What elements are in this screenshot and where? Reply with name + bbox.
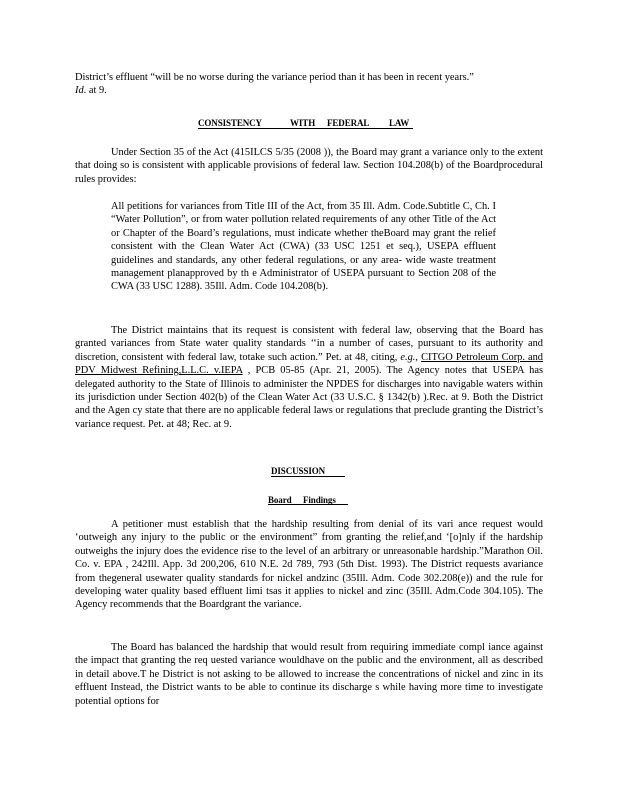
heading-consistency-word3: FEDERAL [327,118,370,128]
heading-board-findings-word2: Findings [303,495,336,505]
heading-consistency-underline [198,128,413,129]
heading-discussion-underline [271,476,345,477]
block-quote-104-208: All petitions for variances from Title III of the Act, from 35 Ill. Adm. Code.Subtitle C, Ch. I “Water Pollution”, or from water pollution related requirements of any other Title of the Act or Chapter of the Board’s regulations, must indicate whether theBoard may grant the relief consistent with the Clean Water Act (CWA) (33 USC 1251 et seq.), USEPA effluent guidelines and standards, any other federal regulations, or any area- wide waste treatment management planapproved by th e Administrator of USEPA pursuant to Section 208 of the CWA (33 USC 1288). 35Ill. Adm. Code 104.208(b). [111,201,496,293]
heading-consistency-word4: LAW [389,118,410,128]
intro-line: District’s effluent “will be no worse during the variance period than it has been in recent years.” [75,72,474,83]
paragraph-district-maintains: The District maintains that its request is consistent with federal law, observing that the Board has granted variances from State water quality standards ‘‘in a number of cases, pursuant to its authority and discretion, consistent with federal law, totake such action.” Pet. at 48, citing, e.g., CITGO Petroleum Corp. and PDV Midwest Refining,L.L.C. v.IEPA , PCB 05-85 (Apr. 21, 2005). The Agency notes that USEPA has delegated authority to the State of Illinois to administer the NPDES for discharges into navigable waters within its jurisdiction under Section 402(b) of the Clean Water Act (33 U.S.C. § 1342(b) ).Rec. at 9. Both the District and the Agen cy state that there are no applicable federal laws or regulations that preclude granting the District’s variance request. Pet. at 48; Rec. at 9. [75,325,543,430]
heading-board-findings-underline [268,504,348,505]
paragraph-board-balanced: The Board has balanced the hardship that would result from requiring immediate compl iance against the impact that granting the req uested variance wouldhave on the public and the environment, all as described in detail above.T he District is not asking to be allowed to increase the concentrations of nickel and zinc in its effluent Instead, the District wants to be able to continue its discharge s while having more time to investigate potential options for [75,642,543,707]
paragraph-petitioner-hardship: A petitioner must establish that the hardship resulting from denial of its vari ance request would ‘outweigh any injury to the public or the environment” from granting the relief,and ‘[o]nly if the hardship outweighs the injury does the evidence rise to the level of an arbitrary or unreasonable hardship.”Marathon Oil. Co. v. EPA , 242Ill. App. 3d 200,206, 610 N.E. 2d 789, 793 (5th Dist. 1993). The District requests avariance from thegeneral usewater quality standards for nickel andzinc (35Ill. Adm. Code 302.208(e)) and the rule for developing water quality based effluent limi tsas it applies to nickel and zinc (35Ill. Adm.Code 304.105). The Agency recommends that the Boardgrant the variance. [75,519,543,611]
heading-board-findings-word1: Board [268,495,292,505]
intro-paragraph [75,71,543,98]
intro-citation: . at 9. [83,85,107,97]
heading-consistency-word1: CONSISTENCY [198,118,262,128]
heading-consistency-word2: WITH [290,118,316,128]
paragraph-section-35: Under Section 35 of the Act (415ILCS 5/35 (2008 )), the Board may grant a variance only to the extent that doing so is consistent with applicable provisions of federal law. Section 104.208(b) of the Boardprocedural rules provides: [75,147,543,185]
case-citation-citgo: CITGO Petroleum Corp. and PDV Midwest Refining,L.L.C. v.IEPA [75,351,543,377]
intro-citation-id: Id [75,85,84,97]
heading-discussion: DISCUSSION [271,466,326,476]
eg-italic: e.g. [400,351,416,363]
